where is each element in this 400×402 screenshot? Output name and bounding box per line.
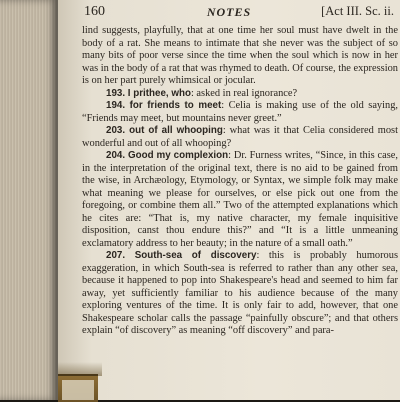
book-page bbox=[58, 0, 400, 400]
bookmark-label bbox=[62, 380, 94, 400]
note-text: lind suggests, playfully, that at one time her soul must have dwelt in the body of a rat. She means to intimate that she never was the subject of so many bits of poor verse since the time when the soul which is now in her was in the body of a rat that was rhymed to death. Of course, the expression is on her part purely whimsical or jocular. bbox=[82, 25, 398, 86]
note-203 bbox=[82, 125, 398, 150]
bookmark-tab bbox=[58, 374, 98, 402]
running-title: NOTES bbox=[206, 5, 252, 19]
note-continuation bbox=[82, 25, 398, 88]
note-lemma: 204. Good my complexion bbox=[106, 150, 229, 161]
note-text: : Celia is making use of the old saying, “Friends may meet, but mountains never greet.” bbox=[82, 100, 398, 124]
note-204 bbox=[82, 150, 398, 250]
note-lemma: 203. out of all whooping bbox=[106, 125, 223, 136]
note-207 bbox=[82, 250, 398, 338]
notes-text bbox=[82, 25, 398, 338]
note-text: : Dr. Furness writes, “Since, in this case, in the interpretation of the original text, there is no aid to be gained from the wise, in Archæology, Etymology, or Syntax, we simple folk may make what meaning we please for ourselves, or else pick out one from the foregoing, or combine them all.” Two of the attempted explanations which he cites are: “That is, my native character, my female inquisitive disposition, canst thou endure this?” and “It is a little unmeaning exclamatory address to her beauty; in the nature of a small oath.” bbox=[82, 150, 398, 249]
note-text: : what was it that Celia considered most wonderful and out of all whooping? bbox=[82, 125, 398, 149]
page-number: 160 bbox=[84, 4, 105, 19]
note-text: : this is probably humorous exaggeration, in which South-sea is referred to rather than any other sea, because it happened to pop into Shakespeare's head and seemed to him far away, yet sufficiently familiar to his audience because of the many exploring ventures of the time. It is only fair to add, however, that one Shakespeare scholar calls the passage “painfully obscure”; and that others explain “of discovery” as meaning “off discovery” and para- bbox=[82, 250, 398, 336]
note-194 bbox=[82, 100, 398, 125]
running-head bbox=[58, 2, 400, 24]
note-lemma: 207. South-sea of discovery bbox=[106, 250, 257, 261]
act-scene-heading: [Act III. Sc. ii. bbox=[321, 4, 394, 18]
note-lemma: 194. for friends to meet bbox=[106, 100, 222, 111]
note-lemma: 193. I prithee, who bbox=[106, 87, 191, 99]
note-193 bbox=[82, 88, 398, 101]
note-text: : asked in real ignorance? bbox=[190, 87, 298, 99]
